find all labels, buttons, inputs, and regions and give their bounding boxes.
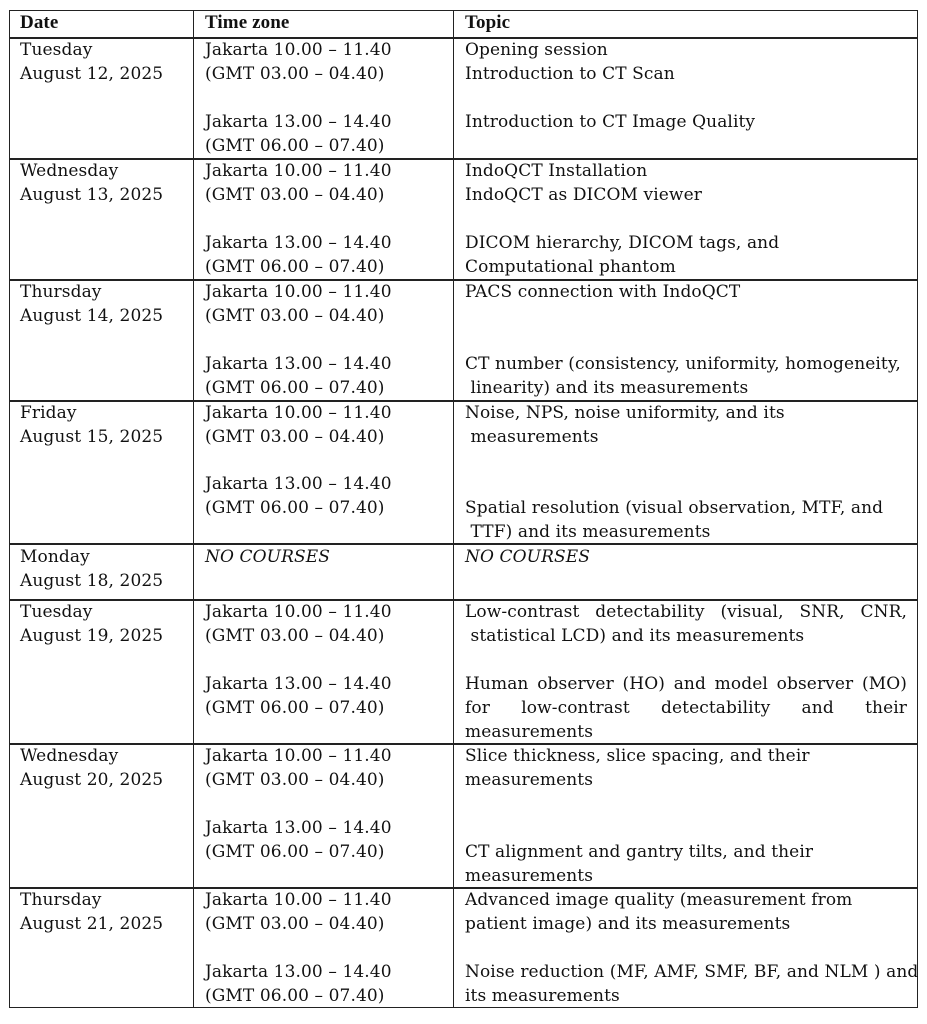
topic-line: measurements <box>465 722 594 742</box>
session2-local-time: Jakarta 13.00 – 14.40 <box>205 354 392 374</box>
topic-line: Opening session <box>465 40 608 60</box>
session1-gmt-time: (GMT 03.00 – 04.40) <box>205 185 385 205</box>
topic-line: Noise, NPS, noise uniformity, and its <box>465 403 785 423</box>
header-topic: Topic <box>465 12 511 33</box>
session1-local-time: Jakarta 10.00 – 11.40 <box>205 602 392 622</box>
row-divider <box>9 37 918 39</box>
date: August 19, 2025 <box>20 626 164 646</box>
topic-line: its measurements <box>465 986 620 1006</box>
day-name: Friday <box>20 403 77 423</box>
session1-gmt-time: (GMT 03.00 – 04.40) <box>205 64 385 84</box>
topic-line: Computational phantom <box>465 257 676 277</box>
topic-line: CT alignment and gantry tilts, and their <box>465 842 814 862</box>
topic-line: Low-contrast detectability (visual, SNR, CNR, <box>465 602 907 622</box>
session2-gmt-time: (GMT 06.00 – 07.40) <box>205 378 385 398</box>
session1-gmt-time: (GMT 03.00 – 04.40) <box>205 770 385 790</box>
day-name: Tuesday <box>20 40 93 60</box>
session2-local-time: Jakarta 13.00 – 14.40 <box>205 233 392 253</box>
session2-gmt-time: (GMT 06.00 – 07.40) <box>205 698 385 718</box>
day-name: Thursday <box>20 890 102 910</box>
topic-line: CT number (consistency, uniformity, homogeneity, <box>465 354 901 374</box>
session1-local-time: Jakarta 10.00 – 11.40 <box>205 40 392 60</box>
topic-line: Noise reduction (MF, AMF, SMF, BF, and NLM ) and <box>465 962 919 982</box>
date: August 21, 2025 <box>20 914 164 934</box>
no-courses-label: NO COURSES <box>465 547 590 567</box>
topic-line: patient image) and its measurements <box>465 914 791 934</box>
topic-line: IndoQCT as DICOM viewer <box>465 185 702 205</box>
session2-gmt-time: (GMT 06.00 – 07.40) <box>205 842 385 862</box>
day-name: Wednesday <box>20 746 119 766</box>
topic-line: Spatial resolution (visual observation, MTF, and <box>465 498 884 518</box>
day-name: Thursday <box>20 282 102 302</box>
topic-line: Introduction to CT Image Quality <box>465 112 756 132</box>
column-divider <box>193 10 194 1008</box>
header-date: Date <box>20 12 59 33</box>
session1-local-time: Jakarta 10.00 – 11.40 <box>205 746 392 766</box>
session2-gmt-time: (GMT 06.00 – 07.40) <box>205 136 385 156</box>
topic-line: IndoQCT Installation <box>465 161 648 181</box>
session2-local-time: Jakarta 13.00 – 14.40 <box>205 674 392 694</box>
topic-line: linearity) and its measurements <box>465 378 749 398</box>
session1-gmt-time: (GMT 03.00 – 04.40) <box>205 626 385 646</box>
date: August 15, 2025 <box>20 427 164 447</box>
session2-local-time: Jakarta 13.00 – 14.40 <box>205 474 392 494</box>
session2-gmt-time: (GMT 06.00 – 07.40) <box>205 986 385 1006</box>
topic-line: for low-contrast detectability and their <box>465 698 907 718</box>
day-name: Wednesday <box>20 161 119 181</box>
day-name: Tuesday <box>20 602 93 622</box>
topic-line: DICOM hierarchy, DICOM tags, and <box>465 233 780 253</box>
topic-line: Human observer (HO) and model observer (MO) <box>465 674 907 694</box>
date: August 20, 2025 <box>20 770 164 790</box>
column-divider <box>453 10 454 1008</box>
session1-gmt-time: (GMT 03.00 – 04.40) <box>205 914 385 934</box>
session2-gmt-time: (GMT 06.00 – 07.40) <box>205 498 385 518</box>
session1-local-time: Jakarta 10.00 – 11.40 <box>205 890 392 910</box>
topic-line: Slice thickness, slice spacing, and their <box>465 746 810 766</box>
topic-line: Advanced image quality (measurement from <box>465 890 853 910</box>
date: August 18, 2025 <box>20 571 164 591</box>
topic-line: PACS connection with IndoQCT <box>465 282 741 302</box>
session1-local-time: Jakarta 10.00 – 11.40 <box>205 282 392 302</box>
topic-line: statistical LCD) and its measurements <box>465 626 805 646</box>
row-divider <box>9 543 918 545</box>
topic-line: TTF) and its measurements <box>465 522 711 542</box>
topic-line: Introduction to CT Scan <box>465 64 675 84</box>
header-timezone: Time zone <box>205 12 290 33</box>
session2-gmt-time: (GMT 06.00 – 07.40) <box>205 257 385 277</box>
date: August 12, 2025 <box>20 64 164 84</box>
no-courses-label: NO COURSES <box>205 547 330 567</box>
session2-local-time: Jakarta 13.00 – 14.40 <box>205 112 392 132</box>
session2-local-time: Jakarta 13.00 – 14.40 <box>205 962 392 982</box>
session2-local-time: Jakarta 13.00 – 14.40 <box>205 818 392 838</box>
row-divider <box>9 279 918 281</box>
session1-local-time: Jakarta 10.00 – 11.40 <box>205 403 392 423</box>
day-name: Monday <box>20 547 90 567</box>
row-divider <box>9 158 918 160</box>
date: August 13, 2025 <box>20 185 164 205</box>
session1-gmt-time: (GMT 03.00 – 04.40) <box>205 427 385 447</box>
date: August 14, 2025 <box>20 306 164 326</box>
topic-line: measurements <box>465 427 599 447</box>
session1-gmt-time: (GMT 03.00 – 04.40) <box>205 306 385 326</box>
session1-local-time: Jakarta 10.00 – 11.40 <box>205 161 392 181</box>
topic-line: measurements <box>465 866 594 886</box>
topic-line: measurements <box>465 770 594 790</box>
